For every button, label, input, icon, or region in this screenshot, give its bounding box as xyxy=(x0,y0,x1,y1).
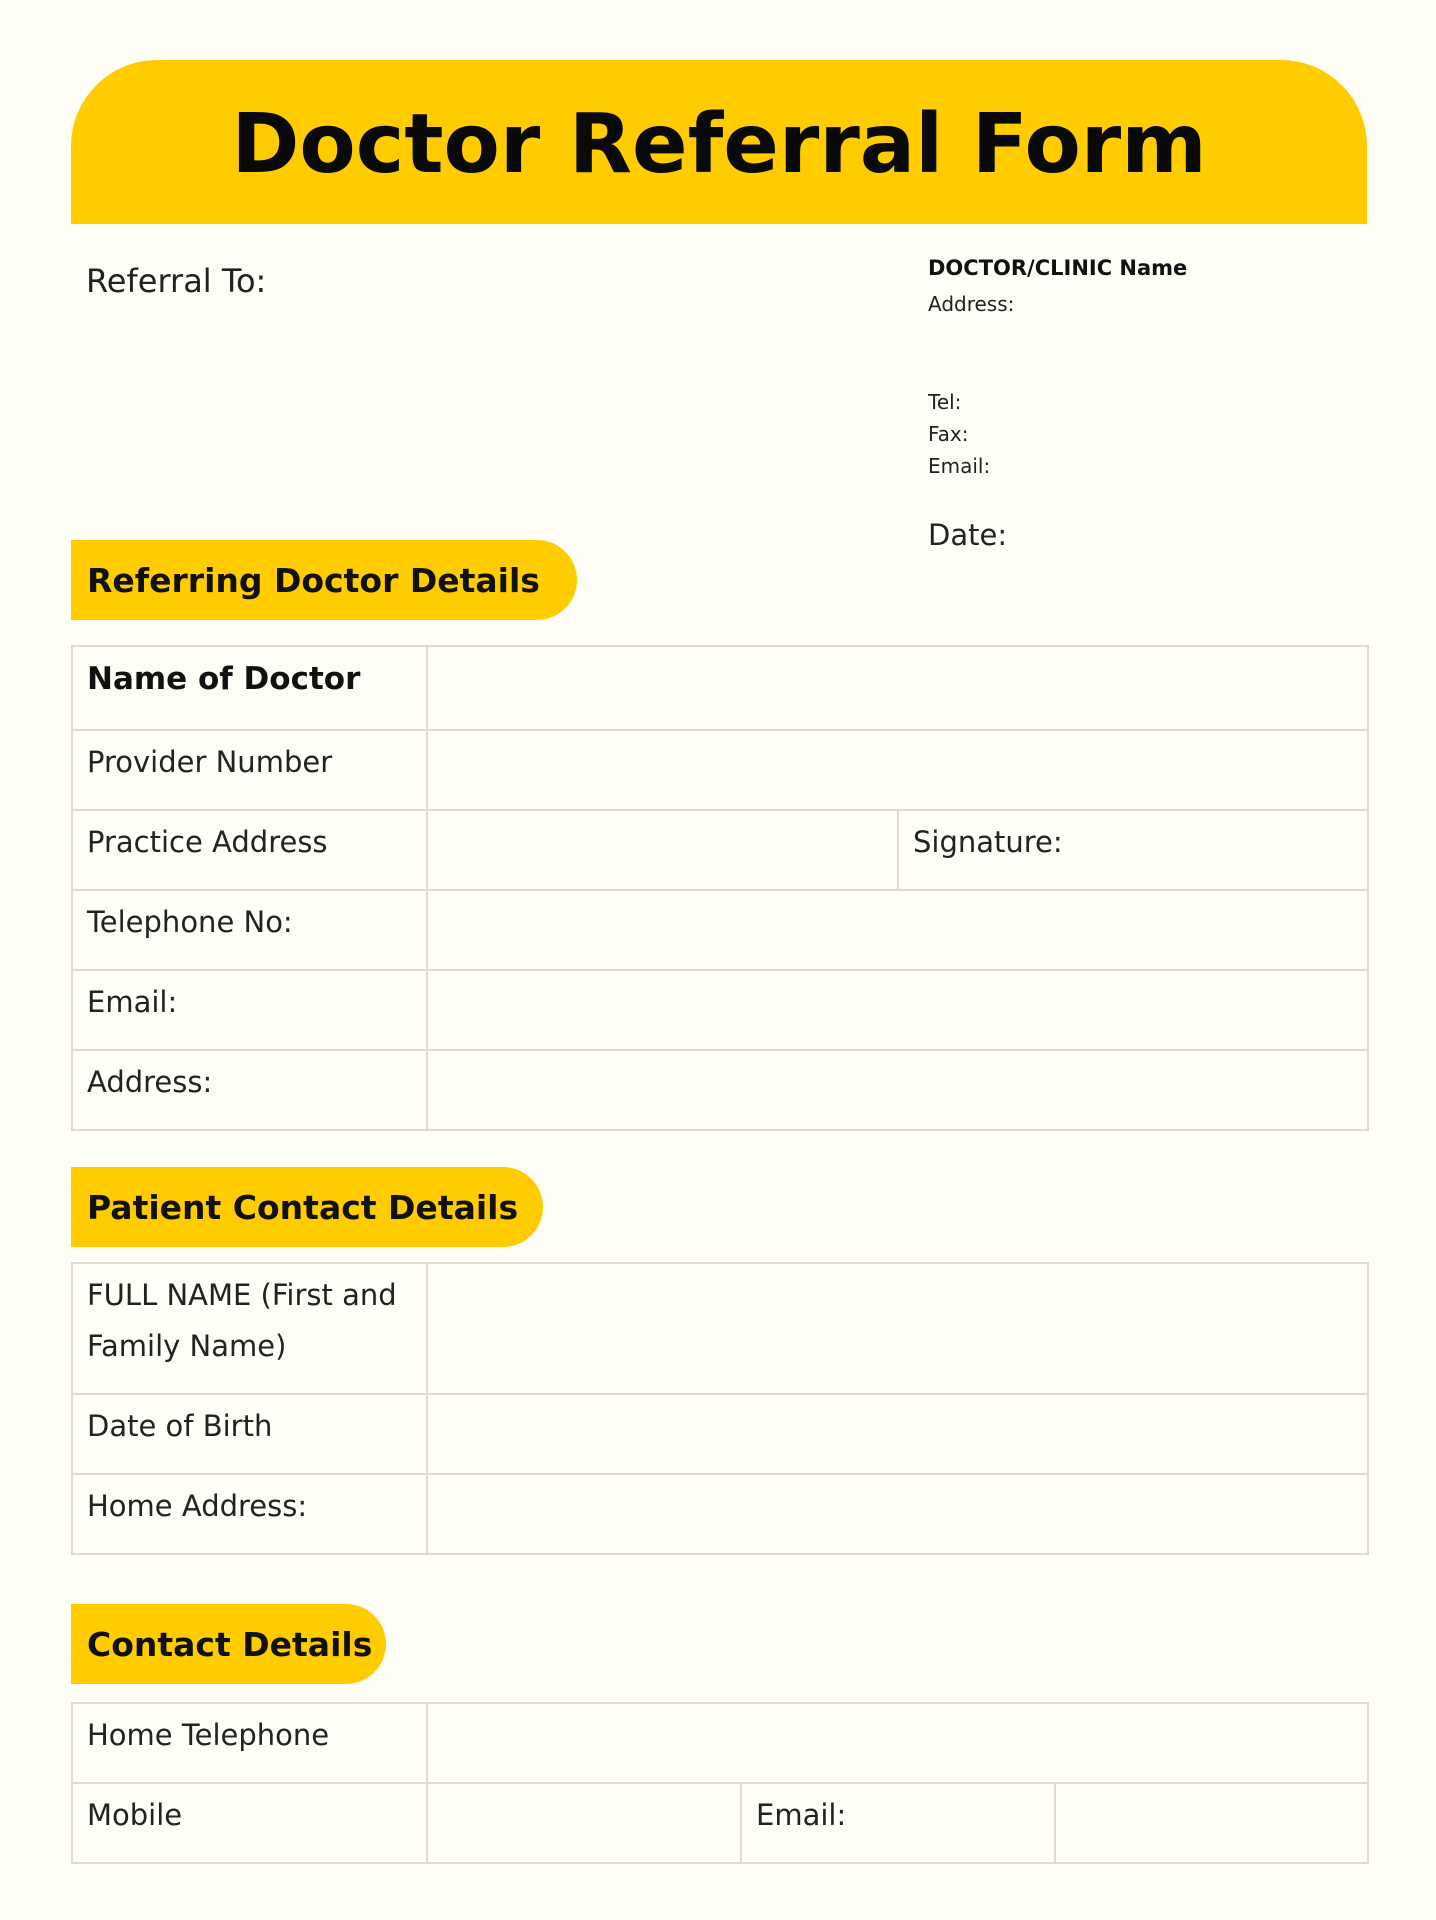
contact-details-heading-text: Contact Details xyxy=(87,1624,373,1664)
doctor-email-label: Email: xyxy=(72,970,427,1050)
contact-details-heading xyxy=(71,1604,386,1684)
practice-address-field[interactable] xyxy=(427,810,898,890)
signature-label: Signature: xyxy=(913,825,1063,859)
clinic-email-label: Email: xyxy=(928,454,991,478)
page-title: Doctor Referral Form xyxy=(231,96,1207,192)
full-name-label: FULL NAME (First and Family Name) xyxy=(72,1263,427,1394)
patient-contact-heading-text: Patient Contact Details xyxy=(87,1187,519,1227)
practice-address-label: Practice Address xyxy=(72,810,427,890)
doctor-email-field[interactable] xyxy=(427,970,1368,1050)
contact-email-label: Email: xyxy=(741,1783,1055,1863)
telephone-label: Telephone No: xyxy=(72,890,427,970)
clinic-address-label: Address: xyxy=(928,292,1015,316)
clinic-info xyxy=(928,256,1187,482)
referring-doctor-heading xyxy=(71,540,577,620)
name-of-doctor-field[interactable] xyxy=(427,646,1368,730)
referral-to-label: Referral To: xyxy=(86,262,267,300)
patient-contact-heading xyxy=(71,1167,543,1247)
clinic-fax-label: Fax: xyxy=(928,422,969,446)
full-name-field[interactable] xyxy=(427,1263,1368,1394)
mobile-label: Mobile xyxy=(72,1783,427,1863)
home-telephone-label: Home Telephone xyxy=(72,1703,427,1783)
contact-details-table xyxy=(71,1702,1369,1864)
clinic-tel-label: Tel: xyxy=(928,390,962,414)
contact-email-field[interactable] xyxy=(1055,1783,1368,1863)
header-banner xyxy=(71,60,1367,224)
provider-number-field[interactable] xyxy=(427,730,1368,810)
home-telephone-field[interactable] xyxy=(427,1703,1368,1783)
name-of-doctor-label: Name of Doctor xyxy=(72,646,427,730)
home-address-field[interactable] xyxy=(427,1474,1368,1554)
doctor-address-label: Address: xyxy=(72,1050,427,1130)
referring-doctor-heading-text: Referring Doctor Details xyxy=(87,560,540,600)
provider-number-label: Provider Number xyxy=(72,730,427,810)
signature-field[interactable] xyxy=(898,810,1368,890)
mobile-field[interactable] xyxy=(427,1783,741,1863)
telephone-field[interactable] xyxy=(427,890,1368,970)
patient-contact-table xyxy=(71,1262,1369,1555)
doctor-address-field[interactable] xyxy=(427,1050,1368,1130)
home-address-label: Home Address: xyxy=(72,1474,427,1554)
date-label: Date: xyxy=(928,518,1008,552)
referring-doctor-table xyxy=(71,645,1369,1131)
date-of-birth-field[interactable] xyxy=(427,1394,1368,1474)
clinic-name: DOCTOR/CLINIC Name xyxy=(928,256,1188,280)
date-of-birth-label: Date of Birth xyxy=(72,1394,427,1474)
